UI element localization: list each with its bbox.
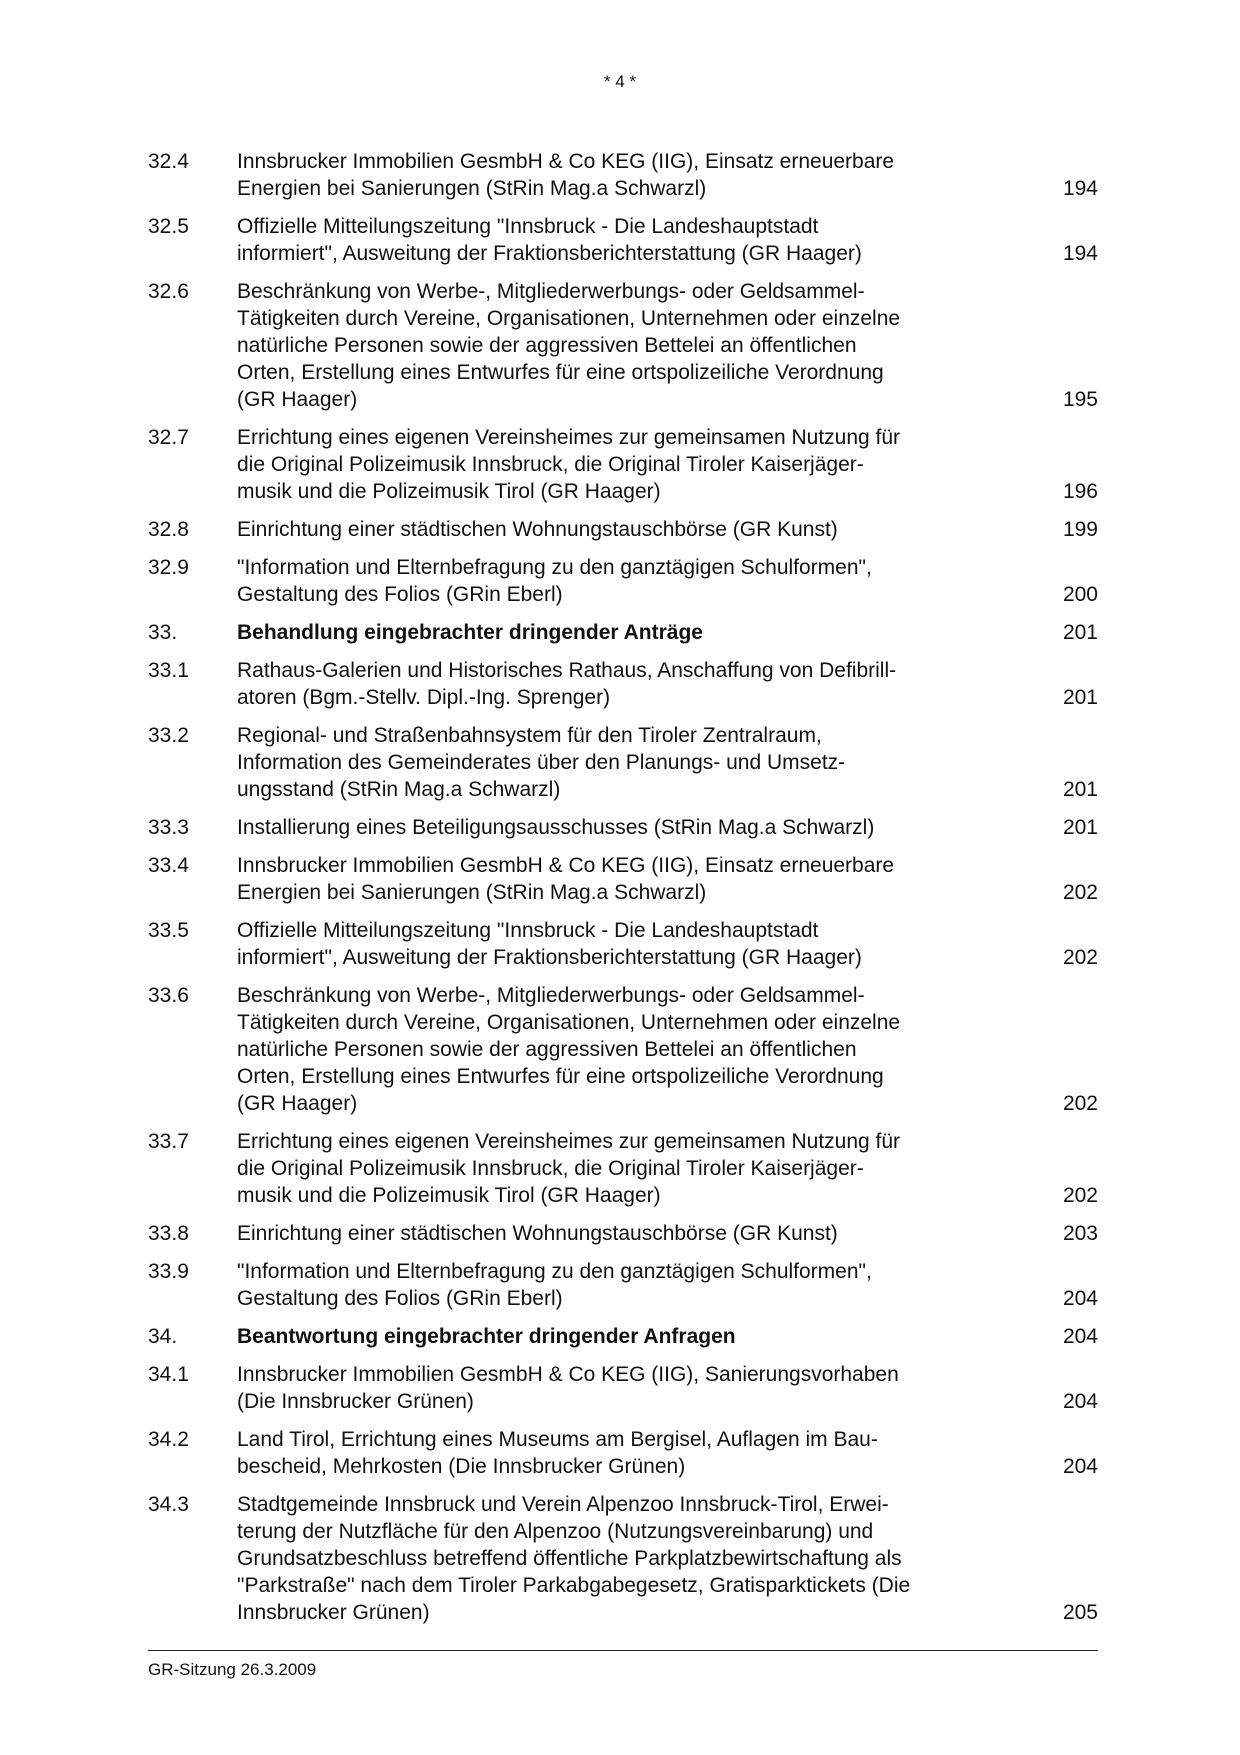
entry-number: 33.5: [148, 919, 189, 942]
toc-entry: [148, 852, 1098, 906]
toc-entry: [148, 148, 1098, 202]
entry-title: Regional- und Straßenbahnsystem für den Tiroler Zentralraum, Information des Gemeinderates über den Planungs- und Umsetz- ungsstand (StRin Mag.a Schwarzl): [237, 724, 846, 801]
entry-number: 33.9: [148, 1260, 189, 1283]
entry-page: 204: [1062, 1287, 1098, 1310]
entry-title: Einrichtung einer städtischen Wohnungstauschbörse (GR Kunst): [237, 1222, 838, 1245]
entry-number: 32.4: [148, 150, 189, 173]
entry-title: Behandlung eingebrachter dringender Anträge: [237, 621, 703, 644]
entry-page: 204: [1062, 1390, 1098, 1413]
entry-number: 33.6: [148, 984, 189, 1007]
entry-page: 202: [1062, 1184, 1098, 1207]
entry-page: 196: [1062, 480, 1098, 503]
entry-title: Innsbrucker Immobilien GesmbH & Co KEG (IIG), Sanierungsvorhaben (Die Innsbrucker Grünen): [237, 1363, 899, 1413]
entry-number: 33.4: [148, 854, 189, 877]
toc-entry: [148, 982, 1098, 1117]
entry-page: 201: [1062, 621, 1098, 644]
entry-number: 34.: [148, 1325, 178, 1348]
entry-title: Beantwortung eingebrachter dringender Anfragen: [237, 1325, 736, 1348]
toc-entry: [148, 814, 1098, 841]
toc-entry: [148, 424, 1098, 505]
toc-entry: [148, 1491, 1098, 1626]
footer-text: GR-Sitzung 26.3.2009: [148, 1660, 317, 1679]
entry-page: 201: [1062, 686, 1098, 709]
entry-number: 33.: [148, 621, 178, 644]
page-number: * 4 *: [603, 72, 637, 91]
entry-title: Offizielle Mitteilungszeitung "Innsbruck - Die Landeshauptstadt informiert", Ausweitung der Fraktionsberichterstattung (GR Haager): [237, 215, 862, 265]
entry-page: 202: [1062, 881, 1098, 904]
toc-entry: [148, 1220, 1098, 1247]
entry-page: 199: [1062, 518, 1098, 541]
entry-title: Rathaus-Galerien und Historisches Rathaus, Anschaffung von Defibrill- atoren (Bgm.-Stellv. Dipl.-Ing. Sprenger): [237, 659, 897, 709]
entry-title: Innsbrucker Immobilien GesmbH & Co KEG (IIG), Einsatz erneuerbare Energien bei Sanierungen (StRin Mag.a Schwarzl): [237, 854, 895, 904]
entry-title: Installierung eines Beteiligungsausschusses (StRin Mag.a Schwarzl): [237, 816, 875, 839]
entry-number: 34.2: [148, 1428, 189, 1451]
toc-entry: [148, 1258, 1098, 1312]
toc-entry: [148, 278, 1098, 413]
toc-entry: [148, 213, 1098, 267]
entry-number: 32.6: [148, 280, 189, 303]
entry-title: Innsbrucker Immobilien GesmbH & Co KEG (IIG), Einsatz erneuerbare Energien bei Sanierungen (StRin Mag.a Schwarzl): [237, 150, 895, 200]
entry-title: Errichtung eines eigenen Vereinsheimes zur gemeinsamen Nutzung für die Original Polizeimusik Innsbruck, die Original Tiroler Kaiserjäger- musik und die Polizeimusik Tirol (GR Haager): [237, 426, 901, 503]
toc-entry: [148, 722, 1098, 803]
toc-entry: [148, 516, 1098, 543]
entry-page: 200: [1062, 583, 1098, 606]
toc-entry: [148, 1128, 1098, 1209]
entry-number: 33.3: [148, 816, 189, 839]
entry-page: 203: [1062, 1222, 1098, 1245]
entry-title: Beschränkung von Werbe-, Mitgliederwerbungs- oder Geldsammel- Tätigkeiten durch Vereine, Organisationen, Unternehmen oder einzelne natürliche Personen sowie der aggressiven Bettelei an öffentlichen Orten, Erstellung eines Entwurfes für eine ortspolizeiliche Verordnung (GR Haager): [237, 984, 901, 1115]
entry-number: 32.9: [148, 556, 189, 579]
table-of-contents: [148, 148, 1098, 1637]
entry-page: 195: [1062, 388, 1098, 411]
entry-number: 32.7: [148, 426, 189, 449]
entry-page: 202: [1062, 1092, 1098, 1115]
entry-page: 204: [1062, 1325, 1098, 1348]
entry-page: 194: [1062, 242, 1098, 265]
entry-page: 194: [1062, 177, 1098, 200]
toc-entry: [148, 1426, 1098, 1480]
entry-title: "Information und Elternbefragung zu den ganztägigen Schulformen", Gestaltung des Folios (GRin Eberl): [237, 1260, 872, 1310]
toc-entry: [148, 917, 1098, 971]
entry-page: 201: [1062, 816, 1098, 839]
toc-entry: [148, 1361, 1098, 1415]
footer-divider: [148, 1650, 1098, 1651]
entry-number: 33.2: [148, 724, 189, 747]
entry-page: 202: [1062, 946, 1098, 969]
toc-section-heading: [148, 1323, 1098, 1350]
entry-page: 205: [1062, 1601, 1098, 1624]
entry-page: 204: [1062, 1455, 1098, 1478]
toc-entry: [148, 657, 1098, 711]
entry-title: "Information und Elternbefragung zu den ganztägigen Schulformen", Gestaltung des Folios (GRin Eberl): [237, 556, 872, 606]
entry-number: 34.3: [148, 1493, 189, 1516]
entry-title: Land Tirol, Errichtung eines Museums am Bergisel, Auflagen im Bau- bescheid, Mehrkosten (Die Innsbrucker Grünen): [237, 1428, 878, 1478]
entry-number: 33.7: [148, 1130, 189, 1153]
entry-number: 34.1: [148, 1363, 189, 1386]
toc-section-heading: [148, 619, 1098, 646]
entry-number: 33.1: [148, 659, 189, 682]
entry-number: 32.5: [148, 215, 189, 238]
entry-number: 32.8: [148, 518, 189, 541]
toc-entry: [148, 554, 1098, 608]
entry-title: Stadtgemeinde Innsbruck und Verein Alpenzoo Innsbruck-Tirol, Erwei- terung der Nutzfläche für den Alpenzoo (Nutzungsvereinbarung) und Grundsatzbeschluss betreffend öffentliche Parkplatzbewirtschaftung als "Parkstraße" nach dem Tiroler Parkabgabegesetz, Gratisparktickets (Die Innsbrucker Grünen): [237, 1493, 911, 1624]
entry-number: 33.8: [148, 1222, 189, 1245]
entry-title: Offizielle Mitteilungszeitung "Innsbruck - Die Landeshauptstadt informiert", Ausweitung der Fraktionsberichterstattung (GR Haager): [237, 919, 862, 969]
entry-page: 201: [1062, 778, 1098, 801]
entry-title: Einrichtung einer städtischen Wohnungstauschbörse (GR Kunst): [237, 518, 838, 541]
entry-title: Errichtung eines eigenen Vereinsheimes zur gemeinsamen Nutzung für die Original Polizeimusik Innsbruck, die Original Tiroler Kaiserjäger- musik und die Polizeimusik Tirol (GR Haager): [237, 1130, 901, 1207]
entry-title: Beschränkung von Werbe-, Mitgliederwerbungs- oder Geldsammel- Tätigkeiten durch Vereine, Organisationen, Unternehmen oder einzelne natürliche Personen sowie der aggressiven Bettelei an öffentlichen Orten, Erstellung eines Entwurfes für eine ortspolizeiliche Verordnung (GR Haager): [237, 280, 901, 411]
